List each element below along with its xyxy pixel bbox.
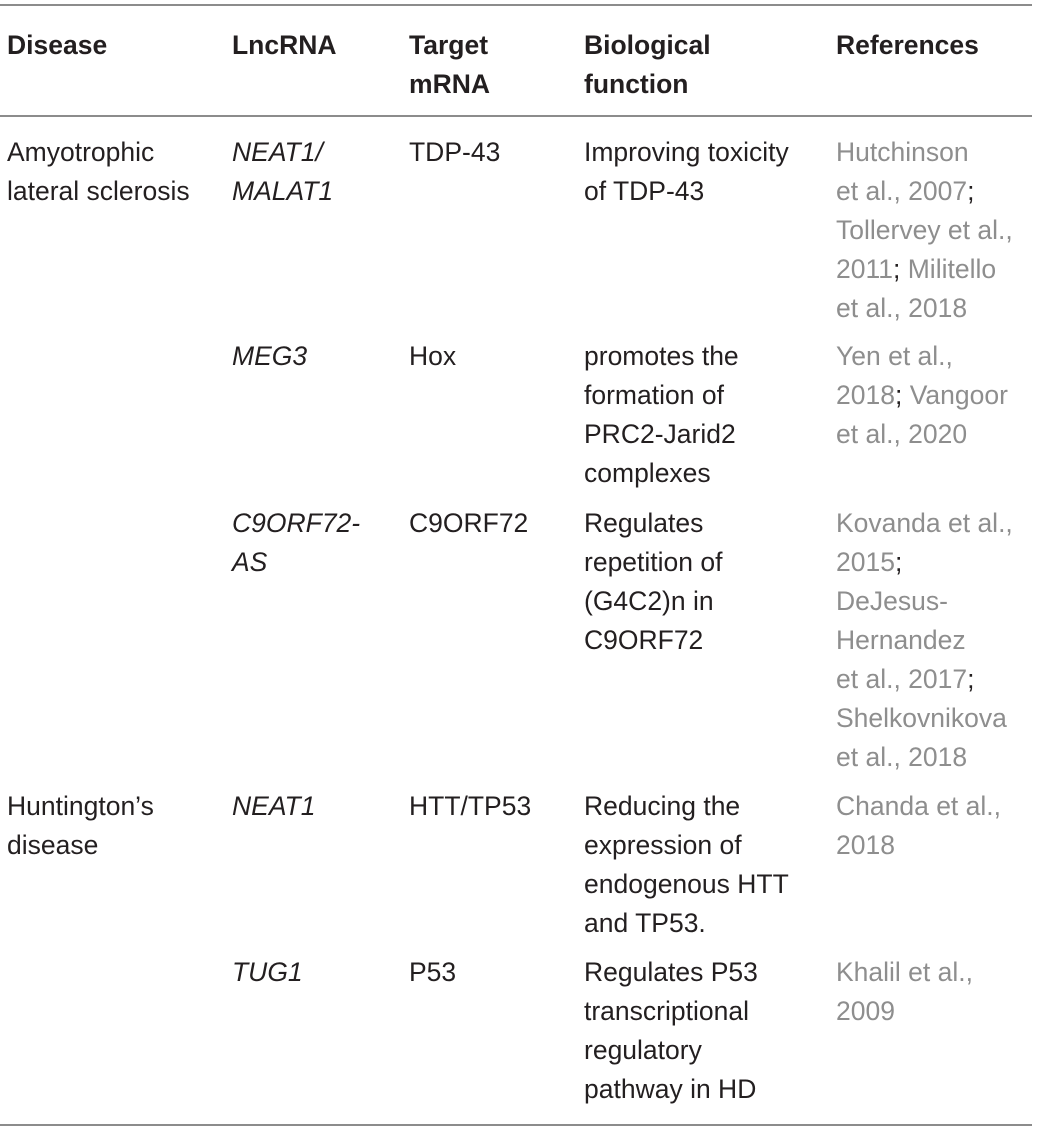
references-cell xyxy=(836,953,973,1031)
references-cell xyxy=(836,504,1013,777)
reference-link[interactable]: DeJesus- Hernandez et al., 2017 xyxy=(836,586,968,694)
reference-separator: ; xyxy=(894,380,903,410)
header-lncrna: LncRNA xyxy=(232,30,337,60)
function-cell: Reducing the expression of endogenous HTT and TP53. xyxy=(584,791,789,938)
bottom-rule xyxy=(0,1124,1032,1126)
reference-link[interactable]: Khalil et al., 2009 xyxy=(836,957,973,1026)
reference-link[interactable]: Hutchinson et al., 2007 xyxy=(836,137,969,206)
function-cell: promotes the formation of PRC2-Jarid2 complexes xyxy=(584,341,739,488)
header-biological-function: Biological function xyxy=(584,30,711,99)
lncrna-cell: NEAT1 xyxy=(232,791,316,821)
reference-separator: ; xyxy=(967,664,975,694)
target-mrna-cell: Hox xyxy=(409,341,457,371)
target-mrna-cell: P53 xyxy=(409,957,457,987)
disease-cell: Amyotrophic lateral sclerosis xyxy=(7,137,190,206)
reference-link[interactable]: Militello et al., 2018 xyxy=(836,254,997,323)
lncrna-cell: NEAT1/ MALAT1 xyxy=(232,137,334,206)
lncrna-cell: MEG3 xyxy=(232,341,308,371)
references-cell xyxy=(836,337,1008,454)
reference-link[interactable]: Kovanda et al., 2015 xyxy=(836,508,1013,577)
references-cell xyxy=(836,787,1001,865)
reference-link[interactable]: Tollervey et al., 2011 xyxy=(836,215,1013,284)
reference-link[interactable]: Shelkovnikova et al., 2018 xyxy=(836,703,1007,772)
function-cell: Regulates P53 transcriptional regulatory pathway in HD xyxy=(584,957,758,1104)
header-target-mrna: Target mRNA xyxy=(409,30,490,99)
header-rule xyxy=(0,115,1032,117)
target-mrna-cell: C9ORF72 xyxy=(409,508,529,538)
reference-link[interactable]: Yen et al., 2018 xyxy=(836,341,953,410)
reference-separator: ; xyxy=(967,176,975,206)
target-mrna-cell: HTT/TP53 xyxy=(409,791,532,821)
disease-cell: Huntington’s disease xyxy=(7,791,154,860)
function-cell: Improving toxicity of TDP-43 xyxy=(584,137,789,206)
reference-separator: ; xyxy=(894,547,903,577)
reference-link[interactable]: Chanda et al., 2018 xyxy=(836,791,1002,860)
reference-link[interactable]: Vangoor et al., 2020 xyxy=(836,380,1008,449)
header-references: References xyxy=(836,30,979,60)
references-cell xyxy=(836,133,1013,328)
lncrna-cell: TUG1 xyxy=(232,957,303,987)
target-mrna-cell: TDP-43 xyxy=(409,137,501,167)
header-disease: Disease xyxy=(7,30,108,60)
reference-separator: ; xyxy=(893,254,901,284)
function-cell: Regulates repetition of (G4C2)n in C9ORF72 xyxy=(584,508,723,655)
top-rule xyxy=(0,4,1032,6)
lncrna-cell: C9ORF72- AS xyxy=(232,508,361,577)
